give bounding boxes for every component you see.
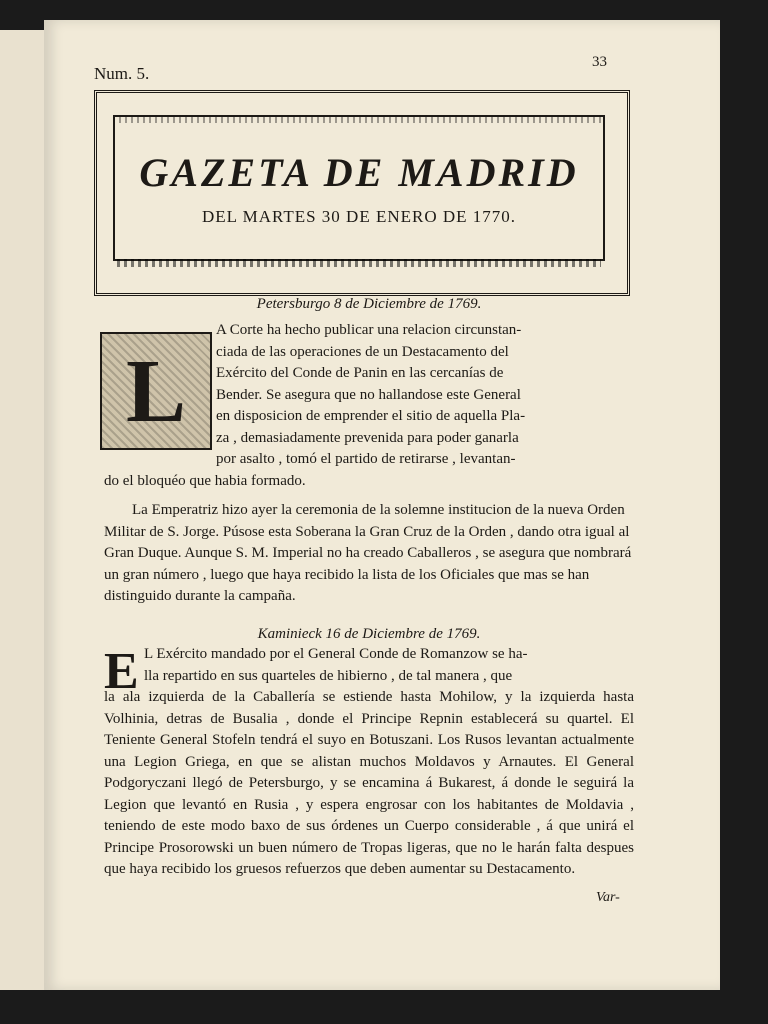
text-line: Exército del Conde de Panin en las cercanías de xyxy=(216,365,504,381)
gazette-page xyxy=(44,20,720,990)
text-line: por asalto , tomó el partido de retirarse , levantan- xyxy=(216,451,516,467)
initial-letter: L xyxy=(125,342,187,441)
article-paragraph-3 xyxy=(104,644,634,881)
paragraph-body: la ala izquierda de la Caballería se estiende hasta Mohilow, y la izquierda hasta Volhinia, detras de Busalia , donde el Principe Repnin establecerá su quartel. El Teniente General Stofeln tendrá el suyo en Botuszani. Los Rusos levantan actualmente una Legion Griega, en que se alistan muchos Moldavos y Arnautes. El General Podgoryczani llegó de Petersburgo, y se encamina á Bukarest, á donde le seguirá la Legion que levantó en Rusia , y espera engrosar con los habitantes de Moldavia , teniendo de este modo baxo de sus órdenes un Cuerpo considerable , á que unirá el Principe Prosorowski un buen número de Tropas ligeras, que no le harán falta despues que haya recibido los gruesos refuerzos que deben aumentar su Destacamento. xyxy=(104,689,634,877)
text-line: en disposicion de emprender el sitio de aquella Pla- xyxy=(216,408,526,424)
initial-letter-e: E xyxy=(104,643,139,700)
page-number: 33 xyxy=(592,54,607,70)
facing-page-edge xyxy=(0,30,45,990)
text-line: L Exército mandado por el General Conde de Romanzow se ha- xyxy=(144,646,528,662)
dateline-petersburgo: Petersburgo 8 de Diciembre de 1769. xyxy=(256,296,482,312)
text-line: do el bloquéo que habia formado. xyxy=(104,472,306,489)
dateline-kaminieck: Kaminieck 16 de Diciembre de 1769. xyxy=(257,626,481,642)
issue-number: Num. 5. xyxy=(94,64,150,83)
text-line: za , demasiadamente prevenida para poder ganarla xyxy=(216,429,519,446)
catchword: Var- xyxy=(596,890,620,905)
text-line: A Corte ha hecho publicar una relacion circunstan- xyxy=(216,322,522,338)
issue-date: DEL MARTES 30 DE ENERO DE 1770. xyxy=(201,207,517,226)
masthead-inner-border xyxy=(113,115,605,261)
masthead-frame xyxy=(94,90,630,296)
article-paragraph-1 xyxy=(104,320,634,492)
text-line: lla repartido en sus quarteles de hibierno , de tal manera , que xyxy=(144,667,513,684)
article-paragraph-2: La Emperatriz hizo ayer la ceremonia de la solemne institucion de la nueva Orden Militar de S. Jorge. Púsose esta Soberana la Gran Cruz de la Orden , dando otra igual al Gran Duque. Aunque S. M. Imperial no ha creado Caballeros , se asegura que nombrará un gran número , luego que haya recibido la lista de los Oficiales que mas se han distinguido durante la campaña. xyxy=(104,502,632,604)
ornament-border xyxy=(113,259,601,267)
text-line: Bender. Se asegura que no hallandose este General xyxy=(216,386,521,403)
newspaper-title: GAZETA DE MADRID xyxy=(139,150,579,195)
text-line: ciada de las operaciones de un Destacamento del xyxy=(216,343,509,360)
